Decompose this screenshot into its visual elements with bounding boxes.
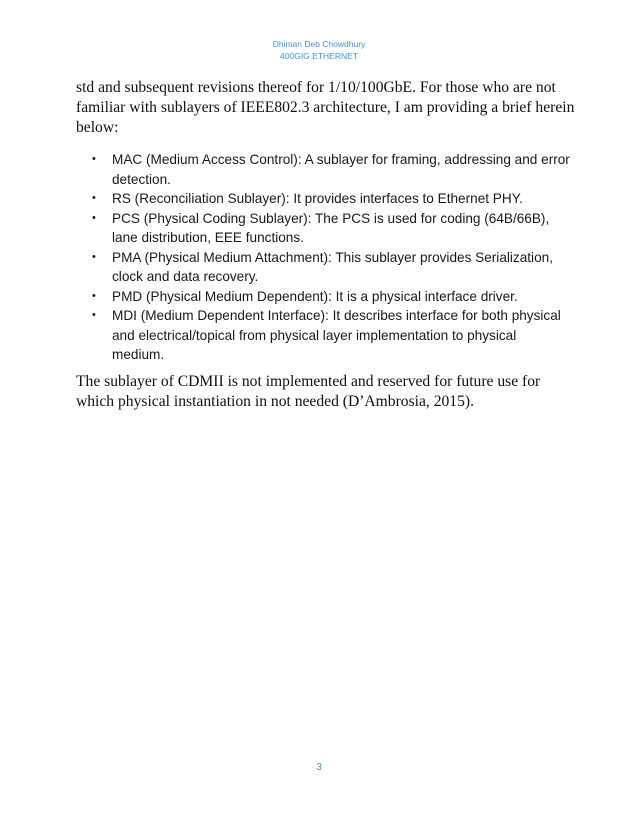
- list-item: [92, 306, 572, 365]
- list-item: [92, 248, 572, 287]
- list-item: [92, 209, 572, 248]
- bullet-icon: •: [92, 250, 96, 263]
- bullet-icon: •: [92, 309, 96, 321]
- list-item-text: PMD (Physical Medium Dependent): It is a physical interface driver.: [112, 288, 518, 304]
- list-item-text: MDI (Medium Dependent Interface): It describes interface for both physical and electrical/topical from physical layer implementation to physical medium.: [112, 308, 561, 362]
- sublayer-list: [92, 150, 572, 365]
- list-item: [92, 150, 572, 189]
- intro-paragraph: std and subsequent revisions thereof for 1/10/100GbE. For those who are not familiar with sublayers of IEEE802.3 architecture, I am providing a brief herein below:: [76, 79, 575, 136]
- bullet-icon: •: [92, 192, 96, 204]
- closing-paragraph: The sublayer of CDMII is not implemented and reserved for future use for which physical instantiation in not needed (D’Ambrosia, 2015).: [76, 373, 541, 410]
- list-item-text: MAC (Medium Access Control): A sublayer for framing, addressing and error detection.: [112, 152, 570, 187]
- list-item-text: PCS (Physical Coding Sublayer): The PCS is used for coding (64B/66B), lane distribution, EEE functions.: [112, 210, 550, 245]
- page-number: 3: [316, 762, 322, 773]
- list-item: [92, 287, 572, 307]
- bullet-icon: •: [92, 289, 96, 302]
- list-item: [92, 189, 572, 209]
- list-item-text: RS (Reconciliation Sublayer): It provides interfaces to Ethernet PHY.: [112, 191, 523, 206]
- list-item-text: PMA (Physical Medium Attachment): This sublayer provides Serialization, clock and data recovery.: [112, 249, 553, 284]
- header-title: 400GIG ETHERNET: [280, 51, 358, 61]
- bullet-icon: •: [92, 153, 96, 165]
- header-author: Dhiman Deb Chowdhury: [272, 39, 366, 49]
- bullet-icon: •: [92, 211, 96, 224]
- page-header: [0, 38, 638, 62]
